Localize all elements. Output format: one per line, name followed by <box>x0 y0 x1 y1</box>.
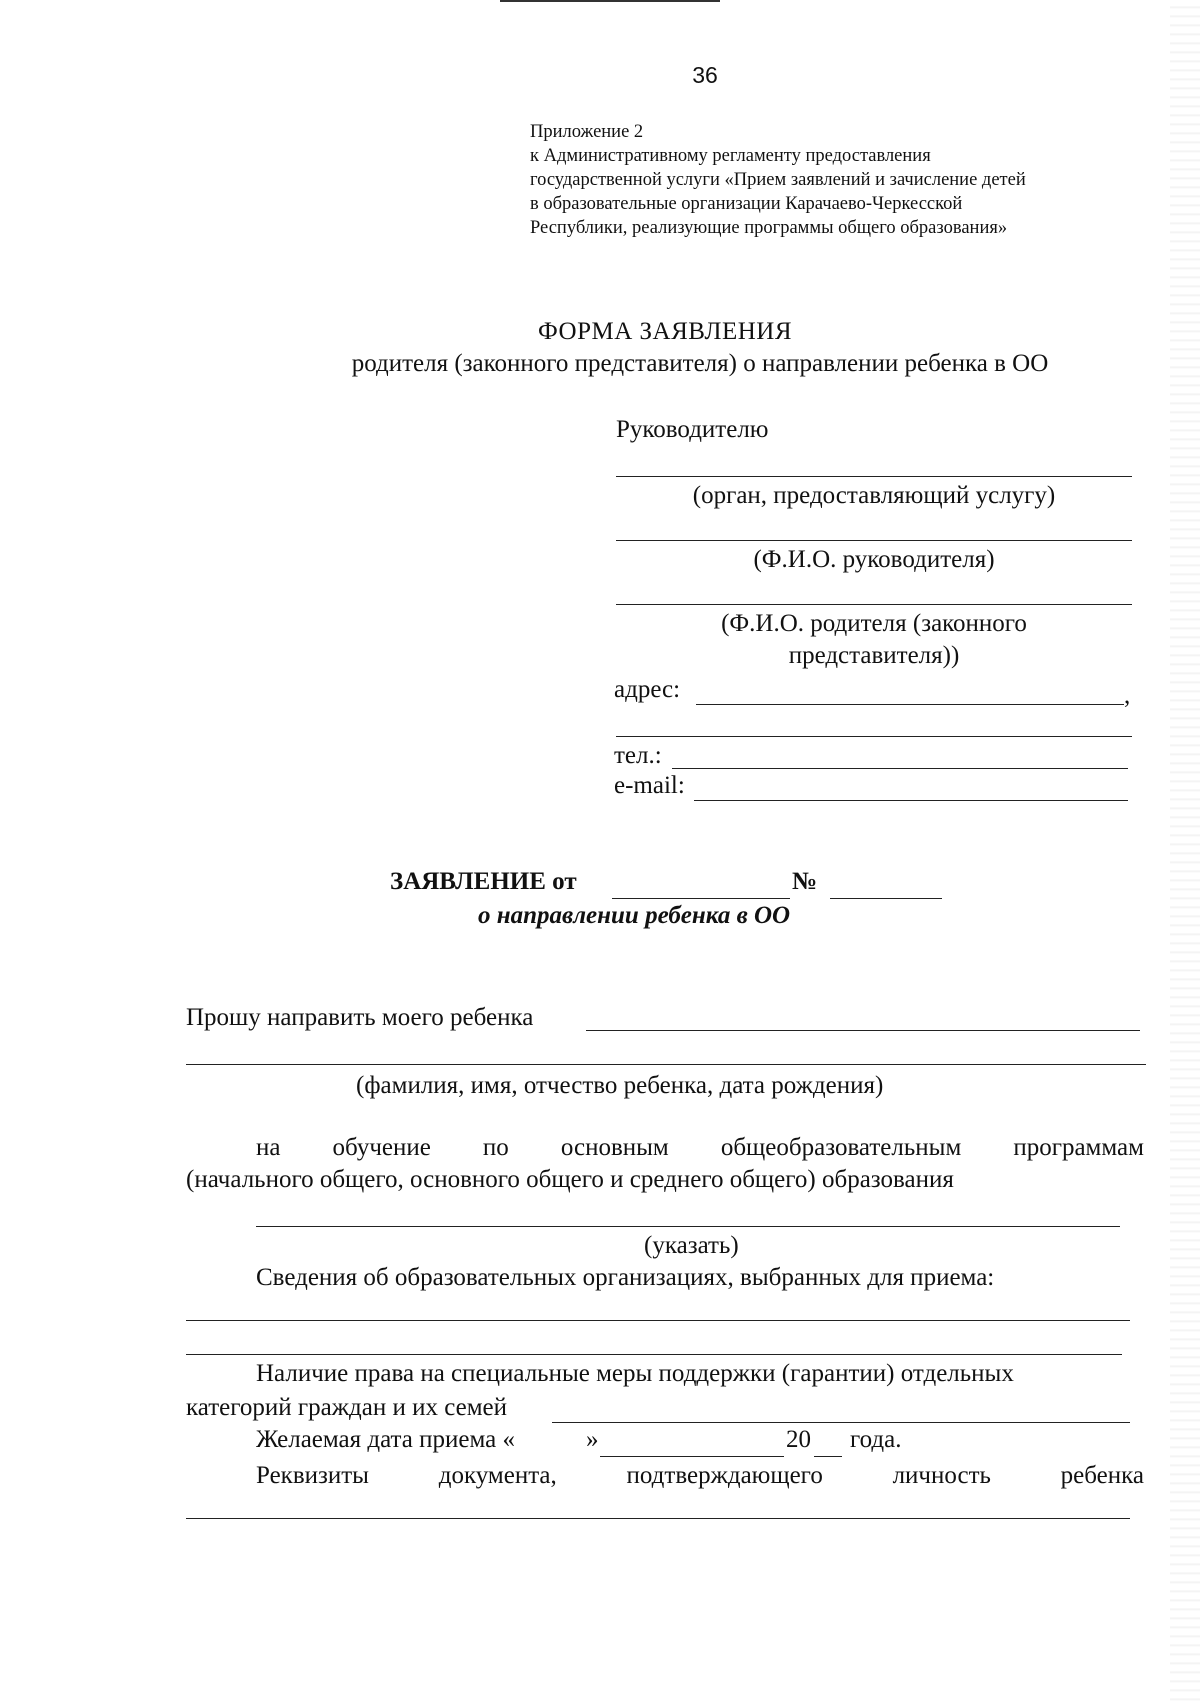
date-year-line[interactable] <box>814 1456 842 1457</box>
date-month-line[interactable] <box>600 1456 784 1457</box>
doc-word: ребенка <box>1060 1462 1144 1489</box>
doc-word: подтверждающего <box>626 1462 823 1489</box>
child-caption: (фамилия, имя, отчество ребенка, дата рождения) <box>356 1072 884 1099</box>
statement-date-line[interactable] <box>612 898 790 899</box>
request-text: Прошу направить моего ребенка <box>186 1004 534 1031</box>
address-label: адрес: <box>614 676 681 703</box>
address-line[interactable] <box>696 704 1124 705</box>
appendix-block <box>530 120 1026 240</box>
address-comma: , <box>1124 682 1131 709</box>
email-label: e-mail: <box>614 772 685 799</box>
training-line-1 <box>256 1134 1144 1162</box>
parent-caption-1: (Ф.И.О. родителя (законного <box>721 610 1027 637</box>
appendix-line: Приложение 2 <box>530 122 644 142</box>
training-word: основным <box>560 1134 669 1161</box>
scan-edge-noise <box>1170 0 1200 1701</box>
head-caption: (Ф.И.О. руководителя) <box>753 546 995 573</box>
addressee-to: Руководителю <box>616 416 769 443</box>
doc-line <box>256 1462 1144 1490</box>
phone-line[interactable] <box>672 768 1128 769</box>
orgs-label: Сведения об образовательных организациях, выбранных для приема: <box>256 1264 995 1291</box>
parent-name-line[interactable] <box>616 604 1132 605</box>
training-word: по <box>482 1134 509 1161</box>
child-line-2[interactable] <box>186 1064 1146 1065</box>
doc-word: Реквизиты <box>256 1462 369 1489</box>
rights-line-1: Наличие права на специальные меры поддержки (гарантии) отдельных <box>256 1360 1014 1387</box>
rights-line[interactable] <box>552 1422 1130 1423</box>
top-edge-mark <box>500 0 720 6</box>
statement-number-sign: № <box>792 868 818 895</box>
child-line-1[interactable] <box>586 1030 1140 1031</box>
date-quote-close: » <box>586 1426 599 1453</box>
specify-caption: (указать) <box>644 1232 739 1259</box>
parent-caption-2: представителя)) <box>788 642 960 669</box>
specify-line[interactable] <box>256 1226 1120 1227</box>
page-number: 36 <box>692 62 718 88</box>
email-line[interactable] <box>694 800 1128 801</box>
statement-heading: ЗАЯВЛЕНИЕ от <box>390 868 577 895</box>
training-word: обучение <box>332 1134 431 1161</box>
training-word: общеобразовательным <box>720 1134 962 1161</box>
training-word: программам <box>1013 1134 1144 1161</box>
date-year-prefix: 20 <box>786 1426 811 1453</box>
orgs-line-2[interactable] <box>186 1354 1122 1355</box>
doc-line-blank[interactable] <box>186 1518 1130 1519</box>
doc-word: личность <box>892 1462 991 1489</box>
rights-line-2: категорий граждан и их семей <box>186 1394 507 1421</box>
orgs-line-1[interactable] <box>186 1320 1130 1321</box>
appendix-line: государственной услуги «Прием заявлений и зачисление детей <box>530 170 1026 190</box>
form-subtitle: родителя (законного представителя) о направлении ребенка в ОО <box>351 350 1049 377</box>
date-label: Желаемая дата приема « <box>256 1426 515 1453</box>
training-line-2: (начального общего, основного общего и среднего общего) образования <box>186 1166 954 1193</box>
organ-caption: (орган, предоставляющий услугу) <box>692 482 1056 509</box>
appendix-line: Республики, реализующие программы общего образования» <box>530 218 1008 238</box>
phone-label: тел.: <box>614 742 662 769</box>
doc-word: документа, <box>438 1462 557 1489</box>
address-line-2[interactable] <box>616 736 1132 737</box>
training-word: на <box>256 1134 281 1161</box>
date-year-suffix: года. <box>850 1426 902 1453</box>
statement-number-line[interactable] <box>830 898 942 899</box>
appendix-line: к Административному регламенту предоставления <box>530 146 931 166</box>
head-name-line[interactable] <box>616 540 1132 541</box>
appendix-line: в образовательные организации Карачаево-Черкесской <box>530 194 963 214</box>
organ-line[interactable] <box>616 476 1132 477</box>
statement-subheading: о направлении ребенка в ОО <box>478 902 791 929</box>
form-title: ФОРМА ЗАЯВЛЕНИЯ <box>537 318 793 345</box>
